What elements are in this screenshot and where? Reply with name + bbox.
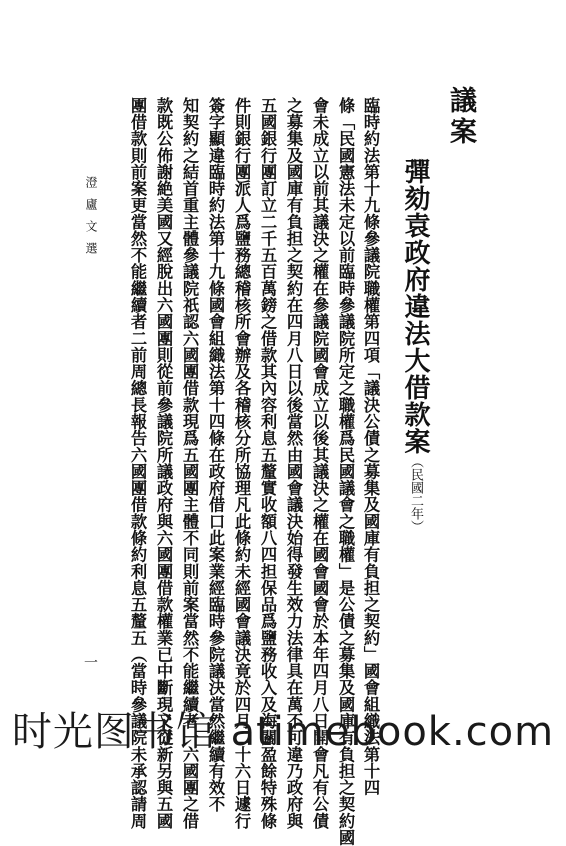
body-column-6: 件則銀行團派人爲鹽務總稽核所會辦及各稽核分所協理凡此條約未經國會議決竟於四月二十六日遽行: [232, 97, 251, 830]
body-column-2: 條「民國憲法未定以前臨時參議院所定之職權爲民國議會之職權」是公債之募集及國庫有負担之契約國: [336, 97, 355, 846]
section-heading: 議案: [445, 86, 476, 148]
body-column-4: 之募集及國庫有負担之契約在四月八日以後當然由國會議決始得發生效力法律具在萬不可違乃政府與: [284, 97, 303, 830]
title-note: （民國二年）: [408, 455, 423, 533]
body-column-1: 臨時約法第十九條參議院職權第四項「議決公債之募集及國庫有負担之契約」國會組織法第十四: [361, 97, 380, 796]
title-text: 彈劾袁政府違法大借款案: [400, 158, 430, 455]
body-column-3: 會未成立以前其議決之權在參議院國會成立以後其議決之權在國會國會於本年四月八日開會凡有公債: [310, 97, 329, 830]
body-column-7: 簽字顯違臨時約法第十九條國會組織法第十四條在政府借口此案業經臨時參院議決當然繼續有效不: [206, 97, 225, 813]
page-number: 一: [82, 655, 98, 669]
watermark-text: 时光图书馆 atimebook.com: [11, 709, 555, 755]
body-column-9: 款既公佈謝絶美國又經脫出六國團則從前參議院所議政府與六國團借款權業已中斷現又從新另與五國: [154, 97, 173, 830]
body-column-8: 知契約之結首重主體參議院祇認六國團借款現爲五國團主體不同則前案當然不能繼續者一六國團之借: [180, 97, 199, 830]
document-title: [394, 158, 434, 533]
body-column-5: 五國銀行團訂立二千五百萬鎊之借款其內容利息五釐實收額八四担保品爲鹽務收入及海關盈餘特殊條: [258, 97, 277, 830]
footer-book-title: 澄廬文選: [84, 176, 98, 264]
body-column-10: 團借款則前案更當然不能繼續者二前周總長報告六國團借款條約利息五釐五（當時參議院未承認請周: [128, 97, 147, 830]
